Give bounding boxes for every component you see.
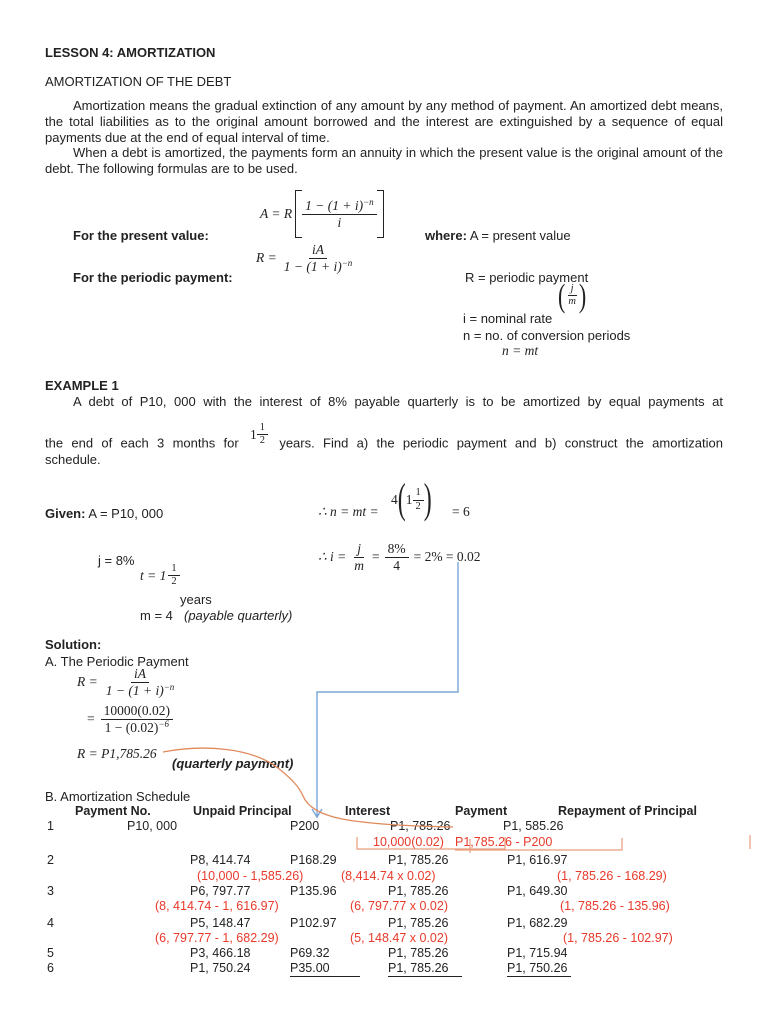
s2-lhs: = xyxy=(87,711,95,727)
row4-payment: P1, 785.26 xyxy=(388,916,449,930)
t-fraction xyxy=(168,563,179,588)
intro-paragraph-2: When a debt is amortized, the payments form an annuity in which the present value is the original amount of the debt. The following formulas are to be used. xyxy=(45,145,723,176)
half-num: 1 xyxy=(257,422,268,435)
periodic-payment-label: For the periodic payment: xyxy=(73,270,233,285)
i-84-num: 8% xyxy=(385,541,409,558)
row6-payment: P1, 785.26 xyxy=(388,961,462,977)
s1-lhs: R = xyxy=(77,674,98,690)
row3-interest-calc: (6, 797.77 x 0.02) xyxy=(350,899,448,913)
pv-fraction xyxy=(302,198,377,230)
pv-lhs: A = R xyxy=(260,206,293,221)
n-frac-den: 2 xyxy=(415,500,421,512)
left-square-bracket xyxy=(295,190,302,238)
row2-payment: P1, 785.26 xyxy=(388,853,449,867)
def-present-value: A = present value xyxy=(469,228,571,243)
solution-result-note: (quarterly payment) xyxy=(172,756,294,771)
n-calc-pre: ∴ n = mt = xyxy=(318,504,379,519)
row1-interest-calc: 10,000(0.02) xyxy=(373,835,444,849)
row2-interest-calc: (8,414.74 x 0.02) xyxy=(341,869,436,883)
col-header-payment-no: Payment No. xyxy=(75,804,151,818)
left-paren: ( xyxy=(558,276,566,314)
n-mixed-number xyxy=(406,487,424,512)
rp-denominator xyxy=(281,259,356,275)
one-and-half-fraction xyxy=(250,422,268,447)
row4-interest: P102.97 xyxy=(290,916,337,930)
n-fraction xyxy=(413,487,424,512)
def-periodic-payment: R = periodic payment xyxy=(465,270,589,285)
n-result: = 6 xyxy=(452,504,470,519)
i-result: = 2% = 0.02 xyxy=(413,549,481,564)
example-line2-pre: the end of each 3 months for xyxy=(45,435,239,451)
rp-numerator: iA xyxy=(309,242,327,259)
right-paren: ) xyxy=(423,477,432,523)
row1-unpaid: P10, 000 xyxy=(127,819,178,833)
row3-payment: P1, 785.26 xyxy=(388,884,449,898)
row6-repayment: P1, 750.26 xyxy=(507,961,571,977)
row6-no: 6 xyxy=(47,961,54,975)
rp-exponent: −n xyxy=(341,257,353,268)
s1-num: iA xyxy=(131,666,149,683)
j-over-m xyxy=(565,283,579,308)
row2-no: 2 xyxy=(47,853,54,867)
n-coefficient: 4 xyxy=(391,492,398,507)
solution-a-heading: A. The Periodic Payment xyxy=(45,654,189,669)
intro-paragraph-1: Amortization means the gradual extinction of any amount by any method of payment. An amortized debt means, the total liabilities as to the original amount borrowed and the interest are extinguished by a sequence of equal payments due at the end of equal interval of time. xyxy=(45,98,723,145)
where-label: where: xyxy=(425,228,467,243)
example-line-3: schedule. xyxy=(45,452,101,467)
i-84-den: 4 xyxy=(393,557,400,573)
section-title: AMORTIZATION OF THE DEBT xyxy=(45,74,232,89)
pv-exponent: −n xyxy=(363,196,374,207)
row5-repayment: P1, 715.94 xyxy=(507,946,568,960)
given-a-value: A = P10, 000 xyxy=(88,506,164,521)
present-value-formula xyxy=(260,189,386,239)
s2-den-text: 1 − (0.02) xyxy=(104,719,159,735)
rp-den-text: 1 − (1 + i) xyxy=(283,258,342,274)
present-value-label: For the present value: xyxy=(73,228,209,243)
s1-den-text: 1 − (1 + i) xyxy=(105,682,164,698)
m-note: (payable quarterly) xyxy=(184,608,293,623)
row2-repayment-calc: (1, 785.26 - 168.29) xyxy=(557,869,667,883)
row4-interest-calc: (5, 148.47 x 0.02) xyxy=(350,931,448,945)
n-whole: 1 xyxy=(405,492,413,507)
row1-repayment-calc: P1,785.26 - P200 xyxy=(455,835,553,849)
t-lhs: t = 1 xyxy=(140,567,167,583)
row2-unpaid: P8, 414.74 xyxy=(190,853,251,867)
def-conversion-periods: n = no. of conversion periods xyxy=(463,328,631,343)
solution-result: R = P1,785.26 xyxy=(77,746,157,761)
row3-interest: P135.96 xyxy=(290,884,337,898)
right-paren: ) xyxy=(578,276,587,314)
where-definition-a xyxy=(425,228,571,244)
half-fraction xyxy=(257,422,268,447)
s2-exponent: −6 xyxy=(158,718,169,729)
given-j-value: j = 8% xyxy=(98,553,135,568)
s2-fraction xyxy=(101,703,173,735)
solution-formula-1 xyxy=(77,666,177,698)
blue-connector-line xyxy=(312,562,458,817)
row5-payment: P1, 785.26 xyxy=(388,946,449,960)
mixed-whole: 1 xyxy=(250,426,257,442)
row1-payment: P1, 785.26 xyxy=(390,819,451,833)
example-line-2 xyxy=(45,422,723,456)
row1-interest: P200 xyxy=(290,819,320,833)
s2-num: 10000(0.02) xyxy=(101,703,173,720)
row4-repayment: P1, 682.29 xyxy=(507,916,568,930)
periodic-payment-formula xyxy=(256,242,355,274)
solution-formula-2 xyxy=(87,703,173,735)
col-header-repayment: Repayment of Principal xyxy=(558,804,697,818)
row3-repayment-calc: (1, 785.26 - 135.96) xyxy=(560,899,670,913)
given-m-value: m = 4 xyxy=(140,608,173,623)
given-label: Given: xyxy=(45,506,86,521)
i-calc xyxy=(318,535,481,579)
s1-fraction xyxy=(103,666,178,698)
col-header-unpaid-principal: Unpaid Principal xyxy=(193,804,292,818)
pv-num-text: 1 − (1 + i) xyxy=(305,197,364,213)
row3-repayment: P1, 649.30 xyxy=(507,884,568,898)
page-title: LESSON 4: AMORTIZATION xyxy=(45,45,216,60)
i-equals: = xyxy=(371,549,380,564)
half-den: 2 xyxy=(259,435,265,447)
example-heading: EXAMPLE 1 xyxy=(45,378,119,393)
row6-unpaid: P1, 750.24 xyxy=(190,961,251,975)
schedule-heading: B. Amortization Schedule xyxy=(45,789,191,804)
m-den: m xyxy=(568,296,576,308)
example-line-1: A debt of P10, 000 with the interest of 8% payable quarterly is to be amortized by equal payments at xyxy=(73,394,723,409)
row1-no: 1 xyxy=(47,819,54,833)
given-statement xyxy=(45,506,163,522)
i-calc-pre: ∴ i = xyxy=(318,549,347,564)
j-num: j xyxy=(568,283,577,296)
left-paren: ( xyxy=(397,477,406,523)
row6-interest: P35.00 xyxy=(290,961,360,977)
i-frac-jm xyxy=(351,541,367,573)
def-nominal-rate: i = nominal rate xyxy=(463,311,553,326)
rp-fraction xyxy=(281,242,356,274)
row5-no: 5 xyxy=(47,946,54,960)
row4-repayment-calc: (1, 785.26 - 102.97) xyxy=(563,931,673,945)
given-t-value xyxy=(140,563,180,588)
right-square-bracket xyxy=(377,190,384,238)
t-den: 2 xyxy=(171,576,177,588)
row3-unpaid-calc: (8, 414.74 - 1, 616.97) xyxy=(155,899,279,913)
row3-unpaid: P6, 797.77 xyxy=(190,884,251,898)
t-unit: years xyxy=(180,592,212,607)
solution-label: Solution: xyxy=(45,637,102,652)
s2-den xyxy=(102,720,172,736)
example-line2-post: years. Find a) the periodic payment and b) construct the amortization xyxy=(279,435,723,451)
nominal-rate-fraction xyxy=(558,276,587,314)
row3-no: 3 xyxy=(47,884,54,898)
i-jm-den: m xyxy=(354,557,364,573)
row5-unpaid: P3, 466.18 xyxy=(190,946,251,960)
row4-no: 4 xyxy=(47,916,54,930)
pv-numerator xyxy=(302,198,377,215)
row2-unpaid-calc: (10,000 - 1,585.26) xyxy=(197,869,304,883)
pv-denominator: i xyxy=(337,214,342,230)
s1-exponent: −n xyxy=(163,681,175,692)
row2-interest: P168.29 xyxy=(290,853,337,867)
col-header-payment: Payment xyxy=(455,804,508,818)
row1-repayment: P1, 585.26 xyxy=(503,819,564,833)
n-equals-mt: n = mt xyxy=(502,343,539,358)
row4-unpaid: P5, 148.47 xyxy=(190,916,251,930)
row2-repayment: P1, 616.97 xyxy=(507,853,568,867)
col-header-interest: Interest xyxy=(345,804,391,818)
i-frac-84 xyxy=(385,541,409,573)
rp-lhs: R = xyxy=(256,250,277,266)
t-num: 1 xyxy=(168,563,179,576)
n-frac-num: 1 xyxy=(413,487,424,500)
n-calc-parens xyxy=(391,477,432,523)
i-jm-num: j xyxy=(354,541,364,558)
s1-den xyxy=(103,683,178,699)
row5-interest: P69.32 xyxy=(290,946,330,960)
row4-unpaid-calc: (6, 797.77 - 1, 682.29) xyxy=(155,931,279,945)
